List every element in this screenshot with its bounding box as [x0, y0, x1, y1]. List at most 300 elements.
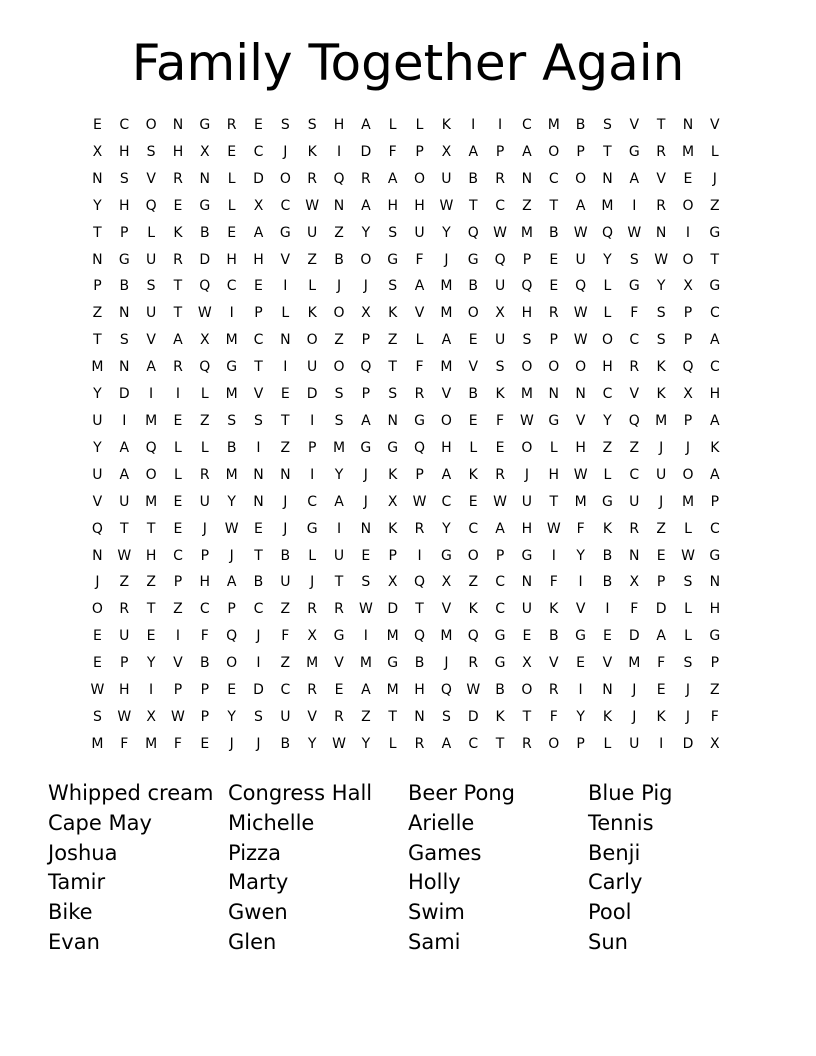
- grid-letter: S: [603, 117, 612, 133]
- grid-letter: I: [659, 735, 664, 752]
- grid-letter: Z: [280, 655, 291, 672]
- grid-letter: M: [681, 493, 695, 510]
- grid-letter: H: [119, 197, 130, 214]
- grid-letter: Z: [387, 332, 398, 349]
- grid-letter: C: [709, 359, 720, 376]
- grid-letter: H: [602, 359, 613, 376]
- word-list-item: Games: [408, 840, 482, 865]
- grid-letter: T: [334, 574, 344, 591]
- grid-letter: X: [683, 386, 693, 403]
- grid-letter: W: [493, 224, 507, 241]
- grid-letter: V: [575, 412, 586, 429]
- grid-letter: Z: [334, 332, 344, 349]
- grid-letter: B: [226, 439, 237, 456]
- grid-letter: C: [522, 117, 532, 133]
- grid-letter: S: [361, 574, 371, 591]
- grid-letter: W: [466, 682, 481, 699]
- word-list-item: Whipped cream: [48, 781, 214, 805]
- grid-letter: J: [659, 493, 664, 510]
- grid-letter: Q: [682, 359, 694, 376]
- grid-letter: Y: [442, 520, 451, 537]
- grid-letter: O: [682, 197, 694, 214]
- grid-letter: T: [549, 197, 559, 214]
- grid-letter: R: [173, 359, 183, 376]
- grid-letter: Q: [414, 439, 426, 456]
- word-list-item: Pool: [588, 900, 632, 925]
- grid-letter: Q: [226, 628, 238, 645]
- grid-letter: G: [199, 197, 211, 214]
- grid-letter: X: [441, 574, 452, 591]
- word-list-item: Sami: [408, 929, 461, 954]
- grid-letter: R: [656, 197, 666, 214]
- grid-letter: W: [627, 224, 642, 241]
- grid-letter: P: [307, 439, 317, 456]
- grid-letter: I: [283, 278, 288, 295]
- word-list-item: Evan: [48, 929, 100, 954]
- letter-grid: [84, 114, 728, 760]
- grid-letter: Z: [307, 251, 317, 268]
- grid-letter: E: [227, 224, 237, 241]
- grid-letter: S: [441, 708, 451, 725]
- grid-letter: R: [629, 359, 640, 376]
- grid-letter: Y: [576, 547, 585, 564]
- grid-letter: C: [629, 332, 640, 349]
- grid-letter: H: [119, 682, 130, 699]
- grid-letter: D: [253, 682, 264, 699]
- word-list-item: Michelle: [228, 810, 315, 835]
- grid-letter: P: [710, 493, 720, 510]
- grid-letter: T: [93, 332, 102, 349]
- grid-letter: V: [710, 117, 720, 133]
- grid-letter: X: [629, 574, 640, 591]
- grid-letter: V: [441, 386, 452, 403]
- grid-letter: W: [412, 493, 427, 510]
- grid-letter: B: [334, 251, 344, 268]
- grid-letter: K: [173, 224, 183, 241]
- grid-letter: U: [199, 493, 210, 510]
- word-list-item: Marty: [228, 870, 289, 895]
- word-list-item: Gwen: [228, 900, 288, 925]
- grid-letter: M: [655, 412, 668, 429]
- grid-letter: I: [283, 359, 288, 376]
- grid-letter: S: [227, 412, 237, 429]
- grid-letter: L: [549, 439, 558, 456]
- grid-letter: Y: [307, 735, 317, 752]
- grid-letter: O: [601, 332, 613, 349]
- grid-letter: F: [415, 359, 424, 376]
- grid-letter: T: [710, 251, 720, 268]
- grid-letter: M: [225, 466, 238, 483]
- grid-letter: A: [441, 466, 452, 483]
- grid-letter: N: [280, 466, 291, 483]
- grid-letter: P: [495, 143, 505, 160]
- grid-letter: O: [548, 735, 560, 752]
- grid-letter: J: [283, 143, 288, 160]
- grid-letter: S: [656, 332, 666, 349]
- grid-letter: Z: [173, 601, 183, 618]
- grid-letter: H: [414, 682, 425, 699]
- grid-letter: F: [576, 520, 585, 537]
- grid-letter: M: [520, 386, 533, 403]
- grid-letter: T: [146, 520, 156, 537]
- grid-letter: R: [629, 520, 640, 537]
- grid-letter: A: [387, 170, 398, 187]
- grid-letter: Q: [467, 224, 479, 241]
- grid-letter: V: [468, 359, 479, 376]
- grid-letter: W: [90, 682, 105, 699]
- grid-letter: U: [494, 332, 506, 349]
- grid-letter: U: [145, 251, 157, 268]
- grid-letter: G: [709, 224, 721, 241]
- grid-letter: Z: [280, 439, 291, 456]
- grid-letter: B: [495, 682, 505, 699]
- grid-letter: Y: [93, 439, 102, 456]
- grid-letter: S: [388, 224, 398, 241]
- grid-letter: G: [467, 251, 479, 268]
- grid-letter: B: [280, 547, 291, 564]
- grid-letter: G: [387, 655, 399, 672]
- grid-letter: N: [92, 170, 103, 187]
- grid-letter: D: [253, 170, 264, 187]
- grid-letter: P: [200, 682, 210, 699]
- word-list-item: Holly: [408, 870, 461, 895]
- grid-letter: O: [440, 412, 452, 429]
- grid-letter: D: [655, 601, 667, 618]
- grid-letter: O: [145, 466, 157, 483]
- grid-letter: E: [334, 682, 344, 699]
- grid-letter: B: [602, 547, 613, 564]
- grid-letter: I: [149, 386, 154, 403]
- grid-letter: Y: [93, 197, 102, 214]
- grid-letter: L: [603, 305, 612, 322]
- grid-letter: D: [628, 628, 640, 645]
- grid-letter: N: [119, 359, 130, 376]
- grid-letter: V: [307, 708, 317, 725]
- grid-letter: H: [333, 117, 345, 133]
- grid-letter: E: [468, 493, 478, 510]
- grid-letter: X: [361, 305, 371, 322]
- grid-letter: S: [388, 278, 398, 295]
- grid-letter: C: [468, 520, 479, 537]
- grid-letter: R: [334, 708, 344, 725]
- grid-letter: G: [548, 412, 560, 429]
- grid-letter: E: [495, 439, 505, 456]
- word-list-item: Benji: [588, 840, 641, 865]
- grid-letter: V: [629, 386, 640, 403]
- grid-letter: W: [573, 224, 588, 241]
- grid-letter: G: [118, 251, 130, 268]
- grid-letter: W: [197, 305, 212, 322]
- grid-letter: O: [279, 170, 291, 187]
- grid-letter: B: [575, 117, 586, 133]
- grid-letter: F: [549, 708, 558, 725]
- grid-letter: E: [522, 628, 532, 645]
- grid-letter: G: [494, 628, 506, 645]
- grid-letter: W: [171, 708, 185, 725]
- grid-letter: T: [603, 143, 612, 160]
- grid-letter: L: [174, 439, 182, 456]
- grid-letter: W: [546, 520, 561, 537]
- grid-letter: M: [574, 493, 587, 510]
- grid-letter: J: [524, 466, 529, 483]
- grid-letter: B: [199, 655, 210, 672]
- grid-letter: K: [602, 708, 613, 725]
- grid-letter: E: [683, 170, 693, 187]
- grid-letter: L: [200, 439, 209, 456]
- grid-letter: P: [120, 655, 129, 672]
- grid-letter: N: [253, 466, 264, 483]
- grid-letter: Q: [467, 628, 479, 645]
- grid-letter: L: [388, 735, 397, 752]
- grid-letter: L: [603, 735, 612, 752]
- grid-letter: X: [387, 574, 398, 591]
- grid-letter: A: [710, 412, 720, 429]
- grid-letter: U: [521, 493, 533, 510]
- grid-letter: T: [254, 547, 263, 564]
- grid-letter: T: [254, 359, 263, 376]
- grid-letter: K: [468, 601, 478, 618]
- grid-letter: S: [683, 574, 693, 591]
- grid-letter: R: [522, 735, 532, 752]
- grid-letter: E: [146, 628, 156, 645]
- grid-letter: M: [628, 655, 641, 672]
- grid-letter: R: [495, 466, 505, 483]
- grid-letter: M: [440, 359, 453, 376]
- grid-letter: W: [439, 197, 454, 214]
- grid-letter: C: [280, 682, 291, 699]
- grid-letter: H: [199, 574, 211, 591]
- grid-letter: D: [387, 601, 399, 618]
- grid-letter: R: [119, 601, 130, 618]
- grid-letter: L: [603, 466, 612, 483]
- grid-letter: T: [119, 520, 129, 537]
- grid-letter: C: [253, 332, 264, 349]
- grid-letter: F: [496, 412, 505, 429]
- grid-letter: I: [256, 655, 261, 672]
- grid-letter: Q: [575, 278, 587, 295]
- grid-letter: A: [441, 735, 452, 752]
- grid-letter: J: [363, 278, 368, 295]
- grid-letter: O: [548, 359, 560, 376]
- grid-letter: M: [306, 655, 319, 672]
- grid-letter: Y: [603, 251, 612, 268]
- grid-letter: W: [224, 520, 239, 537]
- grid-letter: M: [91, 735, 104, 752]
- word-list-item: Glen: [228, 929, 277, 954]
- grid-letter: P: [93, 278, 102, 295]
- grid-letter: I: [310, 412, 315, 429]
- grid-letter: H: [414, 197, 425, 214]
- grid-letter: I: [229, 305, 234, 322]
- grid-letter: L: [147, 224, 156, 241]
- grid-letter: A: [253, 224, 264, 241]
- grid-letter: P: [173, 682, 183, 699]
- grid-letter: N: [253, 493, 264, 510]
- grid-letter: S: [656, 305, 666, 322]
- grid-letter: T: [495, 735, 505, 752]
- word-list: [48, 779, 768, 958]
- grid-letter: J: [229, 735, 234, 752]
- grid-letter: E: [468, 412, 478, 429]
- grid-letter: N: [172, 117, 184, 133]
- grid-letter: R: [173, 170, 183, 187]
- grid-letter: A: [629, 170, 640, 187]
- grid-letter: S: [146, 143, 156, 160]
- grid-letter: R: [226, 117, 237, 133]
- grid-letter: C: [441, 493, 452, 510]
- grid-letter: Q: [628, 412, 640, 429]
- grid-letter: N: [92, 251, 103, 268]
- grid-letter: O: [467, 305, 479, 322]
- grid-letter: I: [578, 682, 583, 699]
- grid-letter: K: [656, 708, 666, 725]
- grid-letter: P: [710, 655, 720, 672]
- grid-letter: F: [415, 251, 424, 268]
- grid-letter: J: [95, 574, 100, 591]
- grid-letter: W: [520, 412, 534, 429]
- grid-letter: C: [307, 493, 318, 510]
- grid-letter: L: [684, 628, 692, 645]
- grid-letter: O: [333, 305, 345, 322]
- grid-letter: N: [414, 708, 425, 725]
- grid-letter: J: [202, 520, 207, 537]
- grid-letter: Z: [92, 305, 103, 322]
- grid-letter: G: [333, 628, 345, 645]
- grid-letter: H: [709, 386, 721, 403]
- grid-letter: I: [471, 117, 476, 133]
- grid-letter: L: [603, 278, 612, 295]
- grid-letter: G: [226, 359, 238, 376]
- grid-letter: D: [682, 735, 694, 752]
- grid-letter: C: [495, 601, 505, 618]
- grid-letter: A: [119, 466, 130, 483]
- grid-letter: R: [307, 682, 318, 699]
- grid-letter: V: [146, 170, 156, 187]
- grid-letter: I: [578, 574, 583, 591]
- grid-letter: G: [709, 278, 721, 295]
- grid-letter: F: [630, 601, 639, 618]
- word-list-item: Carly: [588, 870, 643, 895]
- grid-letter: U: [119, 493, 130, 510]
- grid-letter: N: [280, 332, 291, 349]
- grid-letter: Q: [494, 251, 506, 268]
- grid-letter: K: [388, 466, 398, 483]
- grid-letter: L: [200, 386, 209, 403]
- grid-letter: E: [280, 386, 290, 403]
- grid-letter: N: [548, 386, 559, 403]
- grid-letter: G: [628, 278, 640, 295]
- grid-letter: Z: [280, 601, 291, 618]
- grid-letter: X: [710, 735, 720, 752]
- grid-letter: S: [334, 412, 344, 429]
- grid-letter: E: [254, 278, 263, 295]
- grid-letter: G: [521, 547, 533, 564]
- grid-letter: A: [468, 143, 479, 160]
- grid-letter: O: [521, 682, 533, 699]
- grid-letter: V: [441, 601, 452, 618]
- grid-letter: C: [173, 547, 183, 564]
- grid-letter: R: [334, 601, 344, 618]
- grid-letter: G: [709, 628, 721, 645]
- grid-letter: Y: [227, 493, 236, 510]
- grid-letter: T: [522, 708, 532, 725]
- grid-letter: U: [656, 466, 667, 483]
- grid-letter: A: [361, 412, 371, 429]
- grid-letter: J: [310, 574, 315, 591]
- grid-letter: K: [468, 466, 478, 483]
- grid-letter: O: [360, 251, 372, 268]
- grid-letter: O: [682, 466, 694, 483]
- grid-letter: M: [547, 117, 560, 133]
- word-list-item: Tennis: [588, 810, 654, 835]
- grid-letter: S: [629, 251, 639, 268]
- grid-letter: X: [200, 332, 210, 349]
- grid-letter: O: [575, 170, 587, 187]
- grid-letter: T: [468, 197, 478, 214]
- grid-letter: Z: [146, 574, 156, 591]
- grid-letter: T: [415, 601, 424, 618]
- grid-letter: K: [710, 439, 720, 456]
- grid-letter: Z: [522, 197, 532, 214]
- grid-letter: Y: [227, 708, 236, 725]
- grid-letter: H: [548, 466, 560, 483]
- grid-letter: S: [495, 359, 505, 376]
- grid-letter: N: [119, 305, 130, 322]
- grid-letter: M: [440, 278, 453, 295]
- grid-letter: N: [360, 520, 372, 537]
- grid-letter: L: [174, 466, 182, 483]
- grid-letter: U: [92, 466, 103, 483]
- grid-letter: G: [440, 547, 452, 564]
- grid-letter: L: [415, 332, 424, 349]
- grid-letter: R: [199, 466, 210, 483]
- grid-letter: R: [360, 170, 371, 187]
- grid-letter: Y: [361, 224, 371, 241]
- grid-letter: J: [363, 493, 368, 510]
- grid-letter: C: [199, 601, 210, 618]
- grid-letter: P: [495, 547, 505, 564]
- grid-letter: I: [175, 628, 181, 645]
- grid-letter: G: [387, 251, 399, 268]
- grid-letter: X: [441, 143, 452, 160]
- grid-letter: P: [683, 305, 693, 322]
- grid-letter: Z: [468, 574, 479, 591]
- grid-letter: L: [308, 278, 317, 295]
- grid-letter: A: [146, 359, 156, 376]
- grid-letter: B: [468, 278, 479, 295]
- grid-letter: O: [548, 143, 560, 160]
- grid-letter: P: [576, 143, 585, 160]
- grid-letter: I: [336, 143, 342, 160]
- grid-letter: B: [253, 574, 264, 591]
- grid-letter: W: [117, 708, 132, 725]
- grid-letter: H: [119, 143, 130, 160]
- grid-letter: E: [227, 143, 237, 160]
- grid-letter: E: [173, 197, 183, 214]
- grid-letter: L: [710, 143, 719, 160]
- grid-letter: V: [414, 305, 425, 322]
- grid-letter: M: [359, 655, 372, 672]
- grid-letter: K: [307, 305, 317, 322]
- grid-letter: J: [712, 170, 717, 187]
- grid-letter: C: [468, 735, 479, 752]
- grid-letter: K: [656, 386, 666, 403]
- word-list-item: Joshua: [48, 840, 118, 865]
- grid-letter: T: [388, 708, 397, 725]
- grid-letter: C: [602, 386, 613, 403]
- grid-letter: D: [118, 386, 130, 403]
- grid-letter: W: [332, 735, 346, 752]
